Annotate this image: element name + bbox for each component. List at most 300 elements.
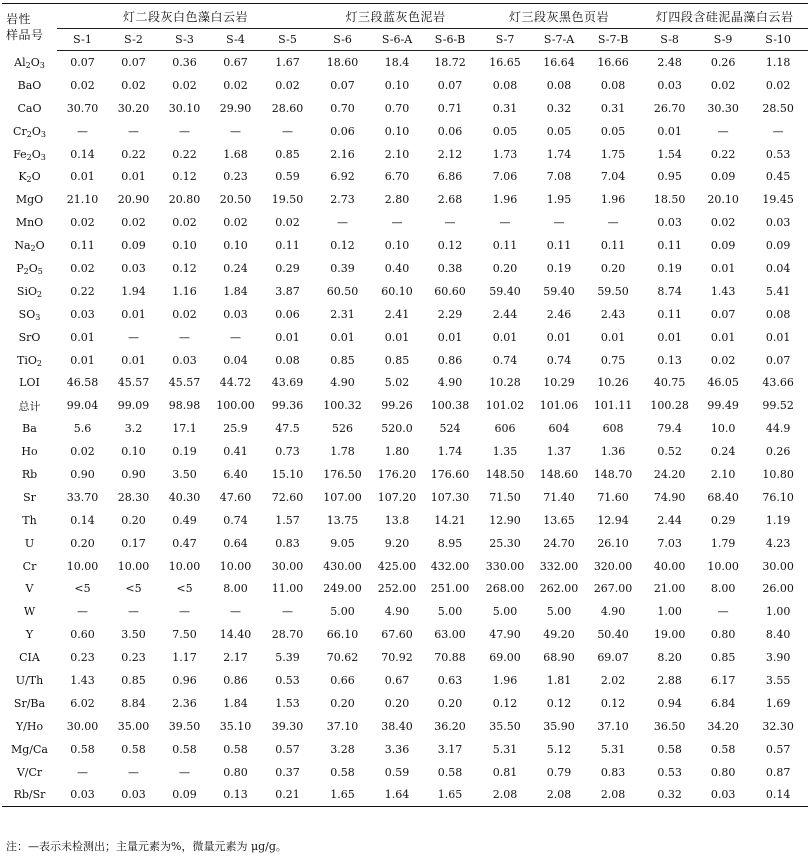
table-cell: 0.47: [172, 536, 197, 550]
table-cell: 6.40: [223, 467, 248, 481]
table-cell: 0.10: [384, 78, 410, 92]
table-cell: 10.80: [762, 467, 794, 481]
table-cell: 8.00: [223, 582, 248, 596]
table-cell: 1.78: [330, 445, 355, 459]
table-cell: 32.30: [762, 719, 794, 733]
table-row: [2, 234, 808, 257]
table-cell: 0.01: [275, 330, 300, 344]
table-cell: 0.08: [600, 78, 626, 92]
table-cell: 45.57: [168, 376, 201, 390]
row-label: MnO: [15, 216, 44, 230]
table-row: [2, 646, 808, 669]
table-cell: 0.12: [330, 239, 355, 253]
table-cell: 320.00: [593, 559, 633, 573]
table-cell: 0.02: [172, 216, 197, 230]
table-cell: 0.02: [121, 78, 146, 92]
table-cell: 0.11: [70, 239, 95, 253]
table-cell: 0.07: [330, 78, 355, 92]
table-cell: 60.10: [381, 284, 413, 298]
table-cell: 0.11: [275, 239, 300, 253]
table-cell: 19.45: [762, 193, 794, 207]
sample-id-header: S-7-B: [585, 29, 641, 51]
table-row: [2, 577, 808, 600]
table-cell: 0.20: [437, 696, 463, 710]
table-cell: 520.0: [381, 422, 413, 436]
table-cell: 0.04: [223, 353, 248, 367]
table-cell: 1.96: [600, 193, 626, 207]
table-cell: 0.02: [121, 216, 146, 230]
table-cell: 0.02: [70, 216, 95, 230]
table-cell: 66.10: [326, 628, 359, 642]
table-cell: 0.85: [710, 651, 736, 665]
table-cell: 2.12: [437, 147, 463, 161]
table-cell: 3.55: [765, 673, 791, 687]
table-cell: 0.60: [70, 628, 95, 642]
table-cell: 4.90: [437, 376, 463, 390]
table-cell: 70.92: [381, 651, 413, 665]
table-cell: 99.26: [381, 399, 413, 413]
table-cell: 0.20: [600, 261, 626, 275]
table-cell: 0.02: [70, 261, 95, 275]
table-cell: 5.00: [330, 605, 355, 619]
table-row: [2, 738, 808, 761]
table-cell: 432.00: [430, 559, 470, 573]
table-row: [2, 784, 808, 807]
table-cell: 0.10: [384, 124, 410, 138]
table-cell: 2.29: [437, 307, 463, 321]
table-cell: 1.81: [546, 673, 572, 687]
table-cell: 8.40: [765, 628, 791, 642]
table-cell: 9.20: [384, 536, 410, 550]
table-cell: 28.60: [271, 101, 304, 115]
table-cell: 2.36: [172, 696, 197, 710]
table-cell: 4.23: [765, 536, 791, 550]
table-cell: 0.11: [600, 239, 626, 253]
table-cell: 1.43: [710, 284, 736, 298]
table-cell: 101.02: [485, 399, 525, 413]
table-cell: 0.12: [172, 261, 197, 275]
table-cell: 37.10: [326, 719, 359, 733]
table-cell: 0.37: [275, 765, 300, 779]
table-cell: 0.11: [657, 239, 682, 253]
table-cell: 101.06: [539, 399, 579, 413]
table-cell: 0.29: [275, 261, 300, 275]
table-cell: 0.11: [546, 239, 572, 253]
table-cell: 0.80: [710, 628, 736, 642]
table-cell: —: [230, 124, 241, 138]
table-row: [2, 692, 808, 715]
row-label: $Cr_2O_3$: [13, 124, 46, 139]
table-cell: 4.90: [384, 605, 410, 619]
lithology-group-header: 灯四段含硅泥晶藻白云岩: [641, 4, 808, 29]
lithology-header-row: [2, 4, 808, 29]
table-cell: 0.09: [710, 170, 736, 184]
table-cell: 0.08: [765, 307, 791, 321]
table-cell: 0.22: [172, 147, 197, 161]
table-cell: 100.28: [650, 399, 689, 413]
table-cell: 0.06: [275, 307, 300, 321]
table-cell: 0.06: [330, 124, 355, 138]
table-cell: 0.85: [121, 673, 146, 687]
table-cell: 0.83: [600, 765, 626, 779]
table-cell: 70.88: [434, 651, 466, 665]
table-cell: 0.32: [641, 784, 698, 807]
table-cell: 3.28: [330, 742, 355, 756]
table-cell: 0.01: [330, 330, 355, 344]
table-cell: 0.01: [70, 353, 95, 367]
table-cell: 18.50: [653, 193, 686, 207]
table-cell: 0.20: [121, 513, 146, 527]
row-label: $Al_2O_3$: [14, 55, 45, 70]
table-cell: 0.29: [710, 513, 736, 527]
table-cell: 16.64: [543, 55, 575, 69]
table-row: [2, 623, 808, 646]
table-cell: 0.07: [437, 78, 463, 92]
row-label: Rb: [21, 467, 38, 481]
table-cell: 2.16: [330, 147, 355, 161]
table-cell: 0.67: [223, 55, 248, 69]
table-cell: 0.90: [121, 467, 146, 481]
table-cell: 0.71: [437, 101, 463, 115]
table-cell: 5.31: [600, 742, 626, 756]
table-cell: 2.73: [330, 193, 355, 207]
row-label: W: [23, 605, 36, 619]
table-cell: 0.90: [70, 467, 95, 481]
sample-id-header: S-6: [314, 29, 371, 51]
table-cell: 13.65: [543, 513, 575, 527]
table-row: [2, 417, 808, 440]
table-cell: 5.31: [492, 742, 518, 756]
row-label: Rb/Sr: [2, 784, 57, 807]
table-cell: 0.13: [657, 353, 682, 367]
table-cell: 1.74: [546, 147, 572, 161]
row-label: Y: [25, 628, 34, 642]
table-cell: 0.19: [172, 445, 197, 459]
table-cell: 50.40: [597, 628, 629, 642]
row-label: MgO: [15, 193, 44, 207]
table-cell: 6.86: [437, 170, 463, 184]
table-cell: 0.19: [546, 261, 572, 275]
table-cell: 67.60: [381, 628, 413, 642]
row-label: Ba: [22, 422, 37, 436]
table-cell: 0.58: [70, 742, 95, 756]
table-cell: 39.30: [271, 719, 304, 733]
table-cell: 68.40: [707, 490, 739, 504]
table-cell: 0.09: [159, 784, 210, 807]
table-cell: 0.20: [330, 696, 355, 710]
table-cell: 99.36: [271, 399, 304, 413]
table-cell: 8.00: [710, 582, 736, 596]
table-cell: 49.20: [543, 628, 575, 642]
table-cell: 0.03: [698, 784, 748, 807]
table-cell: 5.41: [765, 284, 791, 298]
table-row: [2, 761, 808, 784]
table-cell: 14.40: [219, 628, 252, 642]
table-cell: 10.00: [168, 559, 201, 573]
table-cell: 5.00: [492, 605, 518, 619]
row-label: BaO: [17, 78, 42, 92]
table-row: [2, 394, 808, 417]
table-cell: —: [444, 216, 456, 230]
table-cell: 0.74: [492, 353, 518, 367]
table-cell: 3.2: [124, 422, 143, 436]
table-cell: 1.94: [121, 284, 146, 298]
table-cell: 0.17: [121, 536, 146, 550]
table-cell: 252.00: [377, 582, 417, 596]
table-cell: 0.10: [384, 239, 410, 253]
table-cell: 1.65: [423, 784, 477, 807]
table-cell: 0.12: [600, 696, 626, 710]
table-cell: —: [717, 605, 729, 619]
table-cell: 12.94: [597, 513, 629, 527]
table-cell: 0.31: [600, 101, 626, 115]
table-cell: 107.00: [323, 490, 362, 504]
table-cell: 8.84: [121, 696, 146, 710]
table-cell: 60.50: [326, 284, 359, 298]
table-cell: 7.04: [600, 170, 626, 184]
table-cell: 0.80: [223, 765, 248, 779]
table-cell: 1.79: [710, 536, 736, 550]
sample-id-header: S-5: [261, 29, 314, 51]
table-cell: 25.30: [489, 536, 521, 550]
table-cell: 30.10: [168, 101, 201, 115]
table-cell: 8.74: [657, 284, 682, 298]
table-row: [2, 74, 808, 97]
table-cell: 0.79: [546, 765, 572, 779]
table-cell: 0.05: [600, 124, 626, 138]
table-cell: 47.5: [275, 422, 300, 436]
table-row: [2, 280, 808, 303]
row-label: U/Th: [15, 673, 44, 687]
table-cell: 29.90: [219, 101, 252, 115]
table-cell: 43.69: [271, 376, 304, 390]
table-cell: 1.96: [492, 673, 518, 687]
table-cell: 0.45: [765, 170, 791, 184]
row-label: V: [25, 582, 34, 596]
table-cell: 63.00: [434, 628, 466, 642]
row-label: Sr/Ba: [13, 696, 46, 710]
table-cell: 47.60: [219, 490, 252, 504]
table-cell: 10.00: [66, 559, 99, 573]
sample-id-header: S-6-B: [423, 29, 477, 51]
table-cell: 0.22: [70, 284, 95, 298]
table-cell: 0.02: [765, 78, 791, 92]
table-row: [2, 165, 808, 188]
table-cell: 6.92: [330, 170, 355, 184]
table-cell: 9.05: [330, 536, 355, 550]
table-cell: 6.70: [384, 170, 410, 184]
table-cell: 0.14: [70, 147, 95, 161]
table-cell: 19.50: [271, 193, 304, 207]
table-cell: 0.32: [546, 101, 572, 115]
table-cell: 0.96: [172, 673, 197, 687]
table-cell: 11.00: [271, 582, 304, 596]
table-row: [2, 211, 808, 234]
row-label: SiO$_2$: [16, 284, 43, 299]
table-cell: 69.00: [489, 651, 521, 665]
table-cell: 262.00: [539, 582, 579, 596]
table-cell: 0.02: [710, 216, 736, 230]
table-cell: 100.38: [430, 399, 470, 413]
table-cell: 0.03: [657, 78, 682, 92]
sample-id-header: S-7-A: [533, 29, 585, 51]
table-cell: 40.30: [168, 490, 201, 504]
table-cell: 2.80: [384, 193, 410, 207]
table-cell: 2.31: [330, 307, 355, 321]
row-label: Sr: [23, 490, 36, 504]
table-cell: 10.0: [710, 422, 736, 436]
table-cell: 1.69: [765, 696, 791, 710]
table-cell: 38.40: [381, 719, 413, 733]
table-cell: 3.36: [384, 742, 410, 756]
table-cell: <5: [176, 582, 193, 596]
table-cell: 6.17: [710, 673, 736, 687]
table-cell: 26.10: [597, 536, 629, 550]
table-cell: 7.03: [657, 536, 682, 550]
table-cell: 3.90: [765, 651, 791, 665]
table-cell: 70.62: [326, 651, 359, 665]
table-cell: 268.00: [485, 582, 525, 596]
table-cell: 1.35: [492, 445, 518, 459]
table-cell: 0.83: [275, 536, 300, 550]
table-cell: 0.87: [765, 765, 791, 779]
table-cell: 0.11: [657, 307, 682, 321]
table-cell: 0.85: [275, 147, 300, 161]
table-cell: —: [128, 605, 139, 619]
table-cell: 8.20: [657, 651, 682, 665]
table-cell: 10.00: [707, 559, 739, 573]
table-cell: 2.10: [710, 467, 736, 481]
table-cell: 0.67: [384, 673, 410, 687]
table-cell: 0.01: [600, 330, 626, 344]
table-cell: 0.01: [657, 330, 682, 344]
table-header: [2, 4, 808, 51]
table-cell: 604: [548, 422, 570, 436]
table-cell: 0.23: [70, 651, 95, 665]
row-label: $SO_3$: [18, 307, 41, 322]
table-cell: 5.12: [546, 742, 572, 756]
table-cell: —: [717, 124, 729, 138]
table-cell: 249.00: [323, 582, 362, 596]
table-cell: 0.03: [172, 353, 197, 367]
table-cell: 0.02: [223, 216, 248, 230]
table-cell: 0.09: [710, 239, 736, 253]
table-row: [2, 440, 808, 463]
row-label: CaO: [17, 101, 42, 115]
table-cell: 13.8: [384, 513, 410, 527]
table-cell: 33.70: [66, 490, 99, 504]
table-row: [2, 715, 808, 738]
table-cell: 46.58: [66, 376, 99, 390]
table-cell: 0.52: [657, 445, 682, 459]
table-cell: 0.02: [710, 353, 736, 367]
table-cell: 16.66: [597, 55, 629, 69]
table-cell: 0.01: [657, 124, 682, 138]
table-cell: 0.03: [108, 784, 159, 807]
table-cell: 1.19: [765, 513, 791, 527]
table-row: [2, 600, 808, 623]
table-cell: 0.58: [121, 742, 146, 756]
lithology-group-header: 灯三段灰黑色页岩: [477, 4, 641, 29]
table-cell: 2.41: [384, 307, 410, 321]
table-cell: 3.87: [275, 284, 300, 298]
table-cell: 35.50: [489, 719, 521, 733]
table-cell: 8.95: [437, 536, 463, 550]
table-cell: 148.70: [593, 467, 633, 481]
table-cell: 267.00: [593, 582, 633, 596]
table-cell: 107.20: [377, 490, 417, 504]
sample-id-header: S-10: [748, 29, 808, 51]
sample-id-header: S-1: [57, 29, 108, 51]
table-cell: 1.37: [546, 445, 572, 459]
table-cell: 1.53: [275, 696, 300, 710]
sample-id-header-row: [2, 29, 808, 51]
table-cell: 0.02: [70, 78, 95, 92]
table-cell: —: [128, 765, 139, 779]
table-cell: 2.43: [600, 307, 626, 321]
table-cell: 0.09: [765, 239, 791, 253]
table-cell: 2.88: [657, 673, 682, 687]
table-cell: 14.21: [434, 513, 466, 527]
table-cell: 0.73: [275, 445, 300, 459]
table-cell: 0.26: [765, 445, 791, 459]
table-cell: 0.02: [172, 307, 197, 321]
table-cell: 0.10: [172, 239, 197, 253]
table-row: [2, 463, 808, 486]
table-cell: 6.84: [710, 696, 736, 710]
table-cell: <5: [125, 582, 142, 596]
table-cell: 101.11: [593, 399, 633, 413]
table-cell: 30.00: [762, 559, 794, 573]
table-cell: 526: [332, 422, 354, 436]
table-cell: 0.02: [223, 78, 248, 92]
table-cell: 99.04: [66, 399, 99, 413]
table-cell: 7.06: [492, 170, 518, 184]
table-cell: 2.17: [223, 651, 248, 665]
table-cell: 20.80: [168, 193, 201, 207]
table-cell: 1.84: [223, 696, 248, 710]
table-cell: 0.58: [437, 765, 463, 779]
sample-id-header: S-7: [477, 29, 533, 51]
table-cell: 3.17: [437, 742, 463, 756]
table-cell: 0.26: [710, 55, 736, 69]
table-cell: 0.21: [261, 784, 314, 807]
table-cell: 0.01: [710, 330, 736, 344]
table-cell: 30.70: [66, 101, 99, 115]
table-cell: 0.53: [657, 765, 682, 779]
table-cell: 0.86: [223, 673, 248, 687]
table-cell: 0.24: [710, 445, 736, 459]
table-cell: 10.29: [543, 376, 575, 390]
table-cell: 0.03: [765, 216, 791, 230]
table-cell: 0.57: [275, 742, 300, 756]
table-cell: 0.36: [172, 55, 197, 69]
table-cell: 20.50: [219, 193, 252, 207]
table-cell: 1.68: [223, 147, 248, 161]
table-cell: 10.26: [597, 376, 629, 390]
row-label: LOI: [19, 376, 40, 390]
table-cell: 0.20: [70, 536, 95, 550]
table-cell: 20.90: [117, 193, 150, 207]
header-corner-cell: [2, 4, 57, 51]
table-cell: 0.85: [330, 353, 355, 367]
table-cell: 4.90: [330, 376, 355, 390]
table-cell: 0.03: [57, 784, 108, 807]
table-cell: 0.01: [70, 330, 95, 344]
table-cell: 46.05: [707, 376, 739, 390]
table-row: [2, 532, 808, 555]
table-cell: 0.94: [657, 696, 682, 710]
